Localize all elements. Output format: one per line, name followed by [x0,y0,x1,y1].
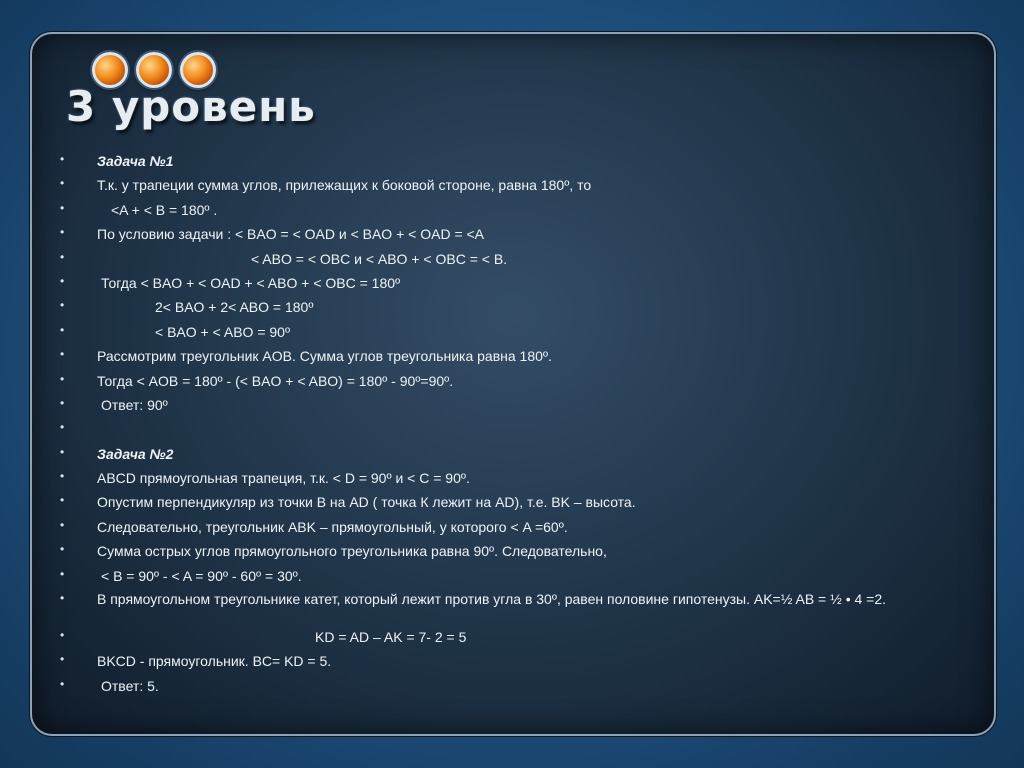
bullet-line [60,626,960,650]
bullet-text: BKCD - прямоугольник. BC= KD = 5. [97,653,332,670]
slide-title: 3 уровень [66,82,316,131]
bullet-text: KD = AD – AK = 7- 2 = 5 [315,629,467,646]
bullet-marker: • [60,652,65,667]
bullet-marker: • [60,566,65,581]
bullet-line [60,248,960,272]
bullet-marker: • [60,322,65,337]
bullet-text: < B = 90º - < A = 90º - 60º = 30º. [101,567,302,584]
slide-content [60,150,960,699]
bullet-marker: • [60,347,65,362]
bullet-marker: • [60,176,65,191]
bullet-text: Т.к. у трапеции сумма углов, прилежащих к боковой стороне, равна 180º, то [97,177,592,194]
bullet-text: Тогда < BAO + < OAD + < ABO + < OBC = 180º [101,274,401,291]
bullet-marker: • [60,542,65,557]
bullet-marker: • [60,249,65,264]
bullet-marker: • [60,591,65,606]
bullet-marker: • [60,395,65,410]
bullet-line [60,370,960,394]
bullet-text: В прямоугольном треугольнике катет, который лежит против угла в 30º, равен половине гипотенузы. AK=½ AB = ½ • 4 =2. [97,591,887,608]
bullet-text: Задача №1 [97,153,174,169]
bullet-line [60,516,960,540]
bullet-marker: • [60,152,65,166]
bullet-text: По условию задачи : < BAO = < OAD и < BAO + < OAD = <A [97,226,485,243]
bullet-text: ABCD прямоугольная трапеция, т.к. < D = 90º и < C = 90º. [97,470,470,487]
bullet-marker: • [60,200,65,215]
bullet-text: Задача №2 [97,445,174,462]
bullet-line [60,540,960,564]
bullet-text: Ответ: 5. [101,677,159,694]
bullet-marker: • [60,298,65,313]
bullet-text: Сумма острых углов прямоугольного треугольника равна 90º. Следовательно, [97,543,607,560]
bullet-marker: • [60,517,65,532]
bullet-line [60,675,960,699]
bullet-line [60,321,960,345]
bullet-marker: • [60,371,65,386]
bullet-text: Ответ: 90º [101,396,168,413]
bullet-marker: • [60,444,65,459]
bullet-marker: • [60,273,65,288]
bullet-text: Следовательно, треугольник ABK – прямоугольный, у которого < A =60º. [97,518,568,535]
bullet-line [60,272,960,296]
bullet-text: < ABO = < OBC и < ABO + < OBC = < B. [251,250,508,267]
bullet-text: Рассмотрим треугольник AOB. Сумма углов треугольника равна 180º. [97,348,552,365]
bullet-text: <A + < B = 180º . [111,201,218,218]
bullet-line [60,589,960,626]
bullet-line [60,491,960,515]
bullet-text: Тогда < AOB = 180º - (< BAO + < ABO) = 180º - 90º=90º. [97,372,454,389]
bullet-text: < BAO + < ABO = 90º [155,323,291,340]
bullet-line [60,199,960,223]
bullet-line [60,150,960,174]
bullet-marker: • [60,676,65,691]
bullet-line [60,443,960,467]
bullet-marker: • [60,628,65,643]
bullet-line [60,345,960,369]
bullet-text: 2< BAO + 2< ABO = 180º [155,299,314,316]
bullet-marker: • [60,420,65,435]
bullet-line [60,565,960,589]
bullet-line [60,418,960,442]
bullet-marker: • [60,493,65,508]
bullet-line [60,650,960,674]
bullet-line [60,467,960,491]
bullet-marker: • [60,225,65,240]
bullet-line [60,394,960,418]
bullet-line [60,174,960,198]
bullet-line [60,296,960,320]
bullet-line [60,223,960,247]
bullet-marker: • [60,469,65,484]
bullet-text: Опустим перпендикуляр из точки B на AD ( точка К лежит на AD), т.е. BK – высота. [97,494,636,511]
